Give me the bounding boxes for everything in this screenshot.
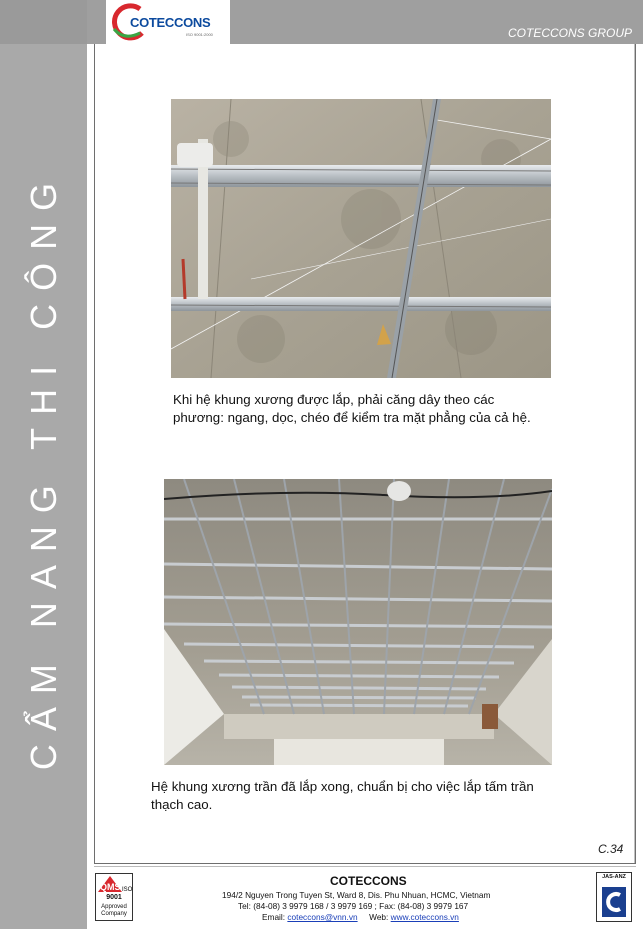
iso-approved-line: Approved (101, 904, 127, 910)
jas-anz-badge (596, 872, 632, 922)
logo-subtext: ISO 9001:2000 (186, 32, 213, 37)
side-title: CẨM NANG THI CÔNG (23, 169, 64, 771)
qms-mark-icon (96, 874, 132, 894)
footer-address: 194/2 Nguyen Trong Tuyen St, Ward 8, Dis. Phu Nhuan, HCMC, Vietnam (222, 890, 491, 900)
caption-2: Hệ khung xương trần đã lắp xong, chuẩn bị cho việc lắp tấm trần thạch cao. (151, 779, 534, 812)
company-logo (106, 0, 230, 44)
email-label: Email: (262, 912, 286, 922)
page-number: C.34 (598, 842, 624, 856)
iso-approved-text (96, 904, 132, 918)
group-name: COTECCONS GROUP (507, 26, 632, 40)
iso-company-line: Company (101, 911, 127, 917)
iso-standard: ISO (122, 887, 132, 893)
logo-text: COTECCONS (130, 15, 211, 30)
photo-ceiling-frame-finished (164, 479, 552, 765)
footer-divider (94, 866, 636, 867)
footer-tel-fax: Tel: (84-08) 3 9979 168 / 3 9979 169 ; Fax: (84-08) 3 9979 167 (238, 901, 469, 911)
iso-certification-badge (95, 873, 133, 921)
email-link[interactable]: coteccons@vnn.vn (287, 912, 358, 922)
iso-number: 9001 (106, 894, 122, 901)
caption-1: Khi hệ khung xương được lắp, phải căng dây theo các phương: ngang, dọc, chéo để kiểm tra mặt phẳng của cả hệ. (173, 392, 531, 425)
footer-company: COTECCONS (330, 874, 407, 888)
web-link[interactable]: www.coteccons.vn (390, 912, 459, 922)
jas-mark-icon (602, 887, 626, 917)
photo-ceiling-frame-strings (171, 99, 551, 378)
footer-contact (262, 912, 459, 922)
qms-brand: QMS (100, 882, 121, 892)
web-label: Web: (369, 912, 389, 922)
jas-label: JAS-ANZ (602, 874, 626, 880)
side-band-top (0, 0, 87, 44)
